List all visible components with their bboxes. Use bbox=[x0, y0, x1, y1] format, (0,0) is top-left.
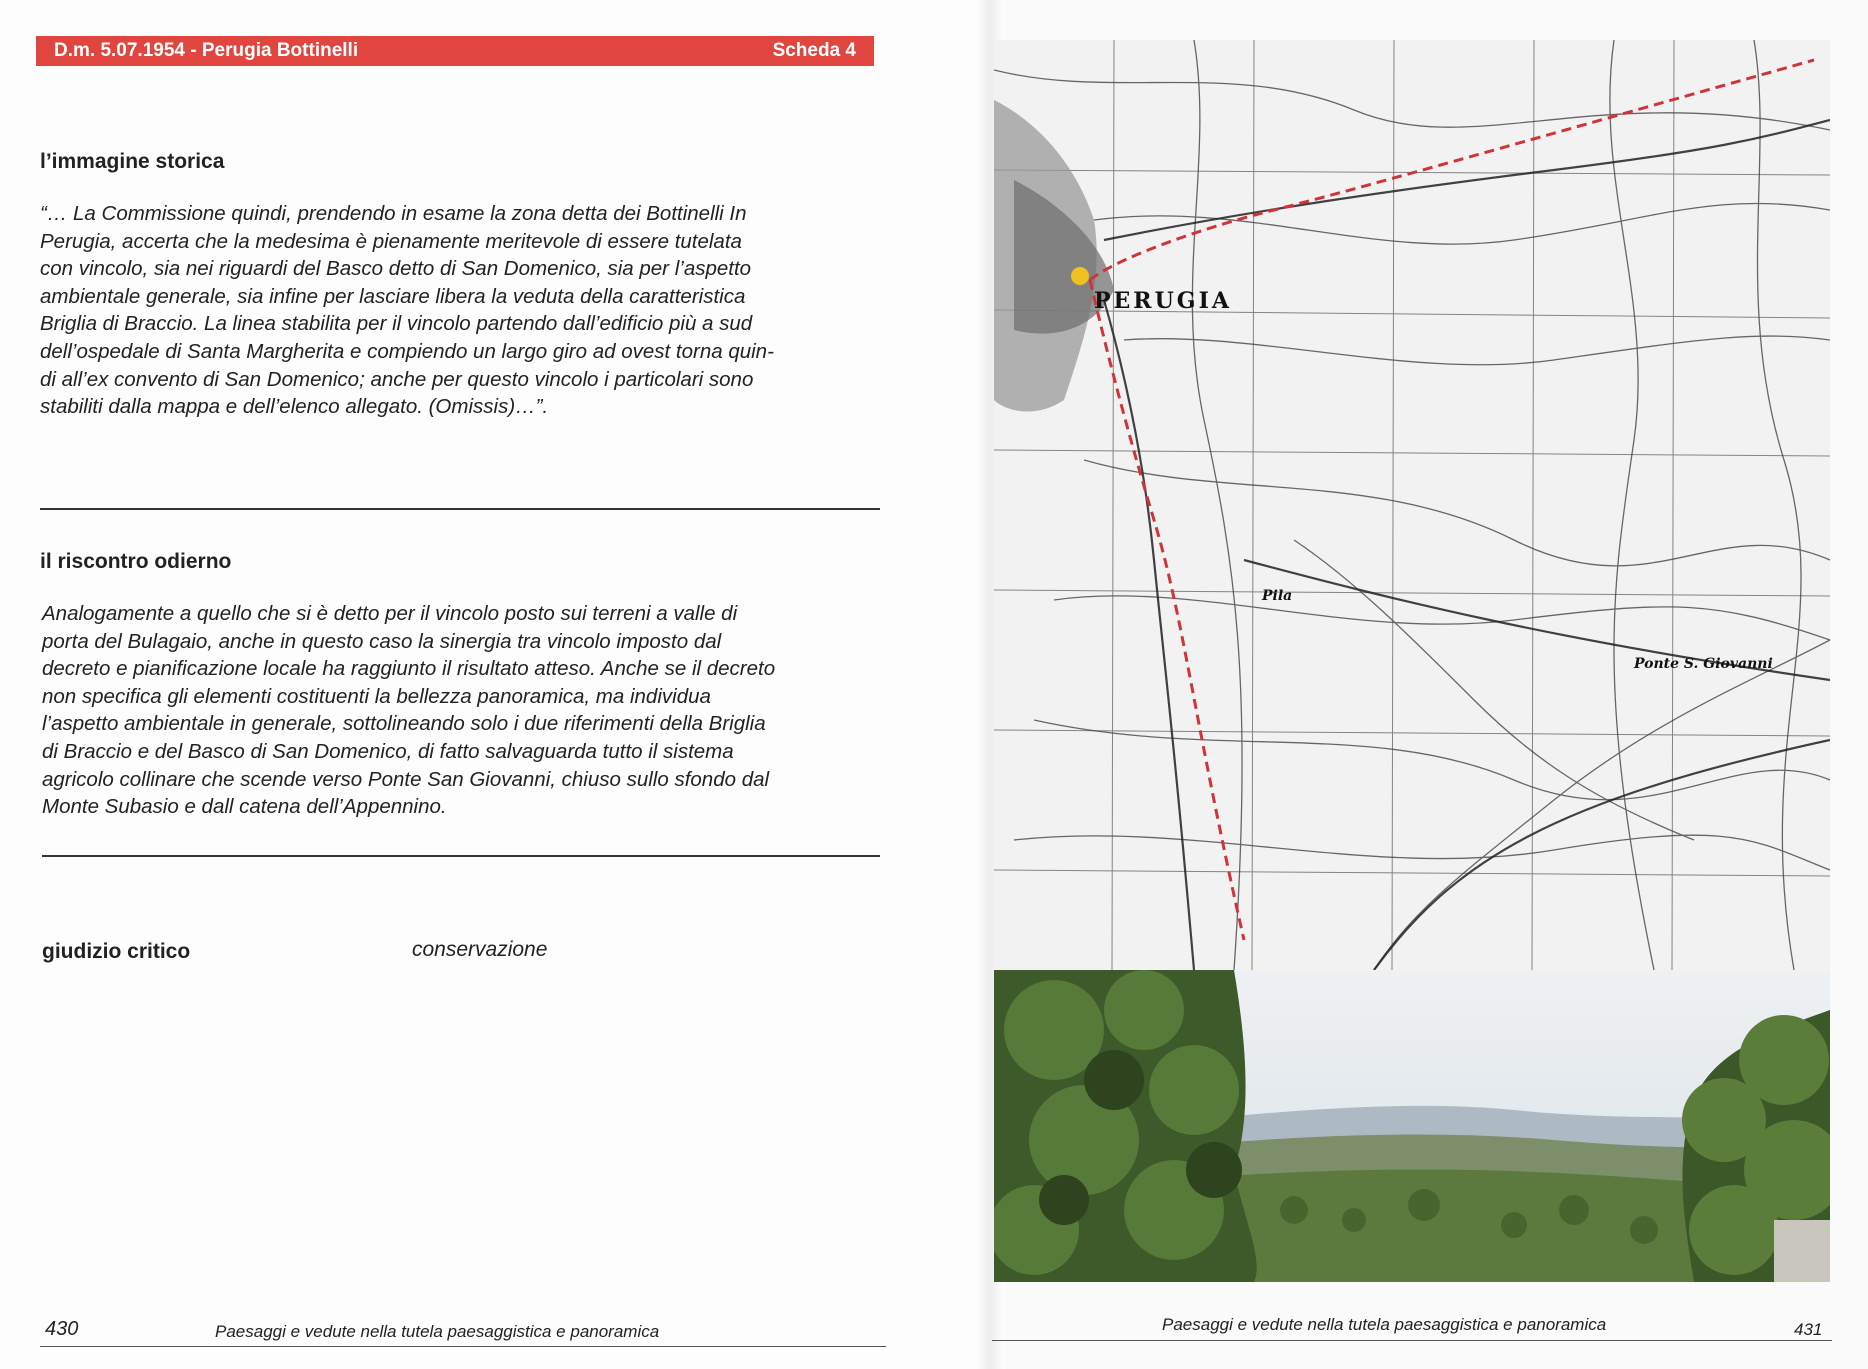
text-line: “… La Commissione quindi, prendendo in esame la zona detta dei Bottinelli In bbox=[40, 202, 747, 225]
historic-map bbox=[994, 40, 1830, 970]
page-number-right: 431 bbox=[1794, 1320, 1823, 1339]
text-line: con vincolo, sia nei riguardi del Basco detto di San Domenico, sia per l’aspetto bbox=[40, 257, 752, 281]
text-line: non specifica gli elementi costituenti la bellezza panoramica, ma individua bbox=[42, 684, 711, 708]
text-line: di Braccio e del Basco di San Domenico, di fatto salvaguarda tutto il sistema bbox=[42, 739, 734, 763]
text-line: decreto e pianificazione locale ha raggiunto il risultato atteso. Anche se il decreto bbox=[42, 657, 776, 681]
section-divider bbox=[40, 508, 880, 510]
text-line: ambientale generale, sia infine per lasciare libera la veduta della caratteristica bbox=[40, 284, 746, 308]
text-line: agricolo collinare che scende verso Ponte San Giovanni, chiuso sullo sfondo dal bbox=[42, 767, 770, 791]
map-label-pila: Pila bbox=[1262, 588, 1293, 604]
map-drawing bbox=[994, 40, 1830, 970]
text-line: dell’ospedale di Santa Margherita e compiendo un largo giro ad ovest torna quin- bbox=[40, 339, 774, 363]
text-line: Monte Subasio e dall catena dell’Appennino. bbox=[42, 795, 447, 819]
footer-rule-right bbox=[992, 1340, 1832, 1341]
text-line: Perugia, accerta che la medesima è pienamente meritevole di essere tutelata bbox=[40, 229, 742, 253]
page-number-left: 430 bbox=[45, 1318, 79, 1340]
running-title-right: Paesaggi e vedute nella tutela paesaggistica e panoramica bbox=[1162, 1315, 1607, 1334]
map-label-perugia: PERUGIA bbox=[1094, 288, 1232, 314]
page-header-bar bbox=[36, 36, 874, 66]
footer-rule-left bbox=[40, 1346, 886, 1347]
text-line: Briglia di Braccio. La linea stabilita per il vincolo partendo dall’edificio più a sud bbox=[40, 312, 753, 336]
map-label-ponte-san-giovanni: Ponte S. Giovanni bbox=[1634, 656, 1773, 672]
text-line: di all’ex convento di San Domenico; anche per questo vincolo i particolari sono bbox=[40, 367, 754, 391]
photo-drawing bbox=[994, 970, 1830, 1282]
header-title: D.m. 5.07.1954 - Perugia Bottinelli bbox=[54, 40, 359, 61]
giudizio-value: conservazione bbox=[412, 938, 548, 961]
section-body-immagine-storica bbox=[40, 200, 878, 421]
text-line: stabiliti dalla mappa e dell’elenco allegato. (Omissis)…”. bbox=[40, 395, 549, 419]
section-title-riscontro-odierno: il riscontro odierno bbox=[40, 550, 232, 573]
section-title-immagine-storica: l’immagine storica bbox=[40, 150, 225, 173]
text-line: Analogamente a quello che si è detto per il vincolo posto sui terreni a valle di bbox=[42, 602, 738, 625]
running-title-left: Paesaggi e vedute nella tutela paesaggistica e panoramica bbox=[215, 1322, 660, 1341]
section-title-giudizio-critico: giudizio critico bbox=[42, 940, 191, 963]
text-line: porta del Bulagaio, anche in questo caso la sinergia tra vincolo imposto dal bbox=[42, 629, 722, 653]
section-body-riscontro-odierno bbox=[42, 600, 880, 821]
site-marker bbox=[1071, 267, 1089, 285]
landscape-photo bbox=[994, 970, 1830, 1282]
text-line: l’aspetto ambientale in generale, sottolineando solo i due riferimenti della Briglia bbox=[42, 712, 766, 736]
header-scheda: Scheda 4 bbox=[772, 40, 856, 61]
section-divider bbox=[42, 855, 880, 857]
